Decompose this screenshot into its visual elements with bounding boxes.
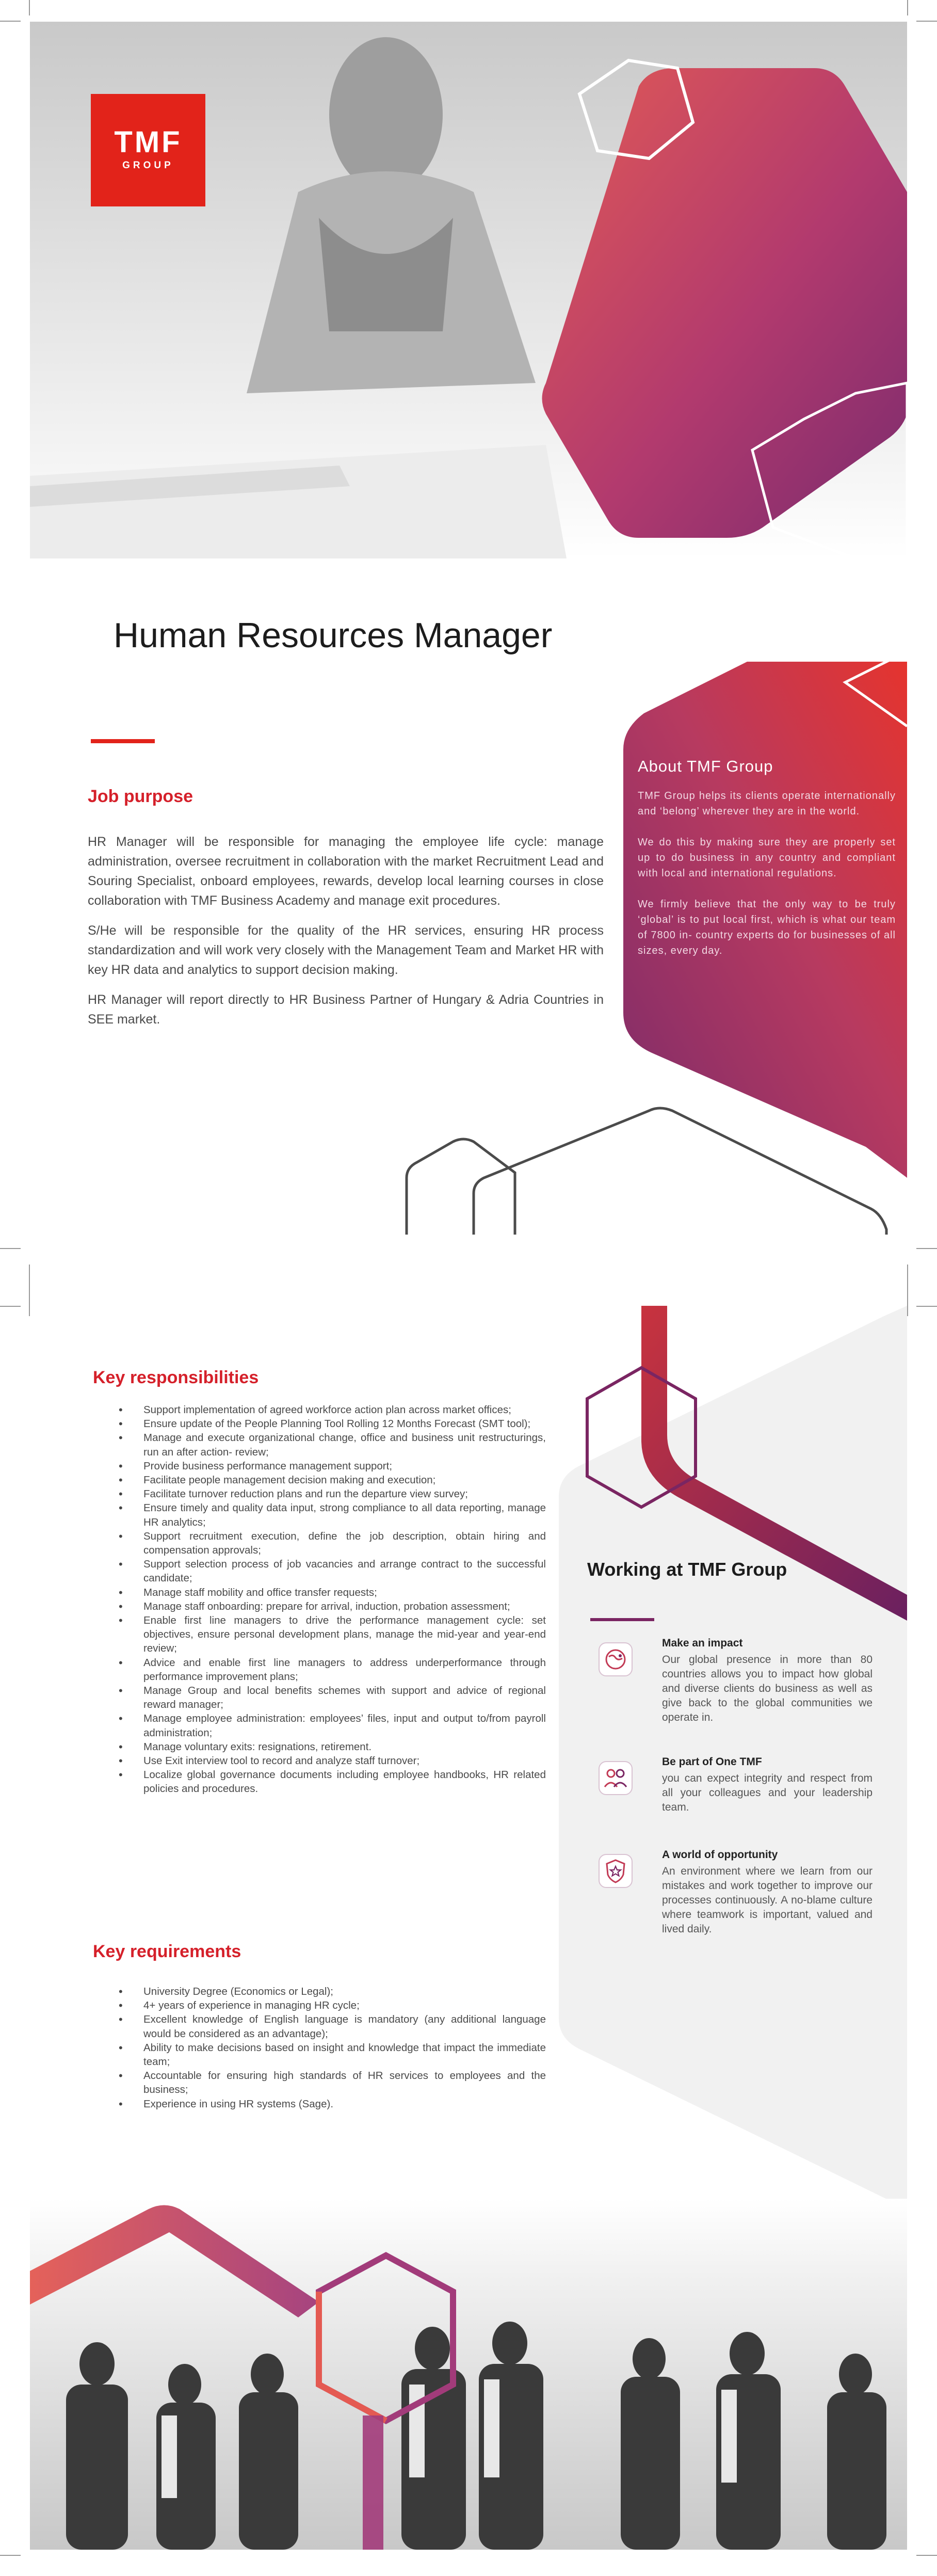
crop-mark <box>0 2555 21 2556</box>
list-item: • Manage employee administration: employees’ files, input and output to/from payroll administration; <box>143 1711 546 1739</box>
list-item: • Support selection process of job vacancies and arrange contract to the successful candidate; <box>143 1557 546 1585</box>
people-icon <box>597 1760 634 1796</box>
list-item: • Advice and enable first line managers to address underperformance through performance improvement plans; <box>143 1656 546 1684</box>
list-item: • Ensure update of the People Planning Tool Rolling 12 Months Forecast (SMT tool); <box>143 1417 546 1431</box>
job-purpose-paragraph: HR Manager will be responsible for managing the employee life cycle: manage administration, oversee recruitment in collaboration with the market Recruitment Lead and Souring Specialist, onboard employees, rewards, develop local learning courses in close collaboration with TMF Business Academy and manage exit procedures. <box>88 835 604 908</box>
crop-mark <box>916 2555 937 2556</box>
crop-mark <box>916 21 937 22</box>
responsibilities-heading: Key responsibilities <box>93 1368 259 1387</box>
crop-mark <box>907 0 908 15</box>
about-paragraph: We firmly believe that the only way to be truly ‘global’ is to put local first, which is what our team of 7800 in- country experts do for businesses of all sizes, every day. <box>638 899 896 956</box>
working-heading: Working at TMF Group <box>587 1559 787 1580</box>
list-item: • Excellent knowledge of English language is mandatory (any additional language would be considered as an advantage); <box>143 2012 546 2040</box>
crop-mark <box>907 1265 908 1316</box>
crop-mark <box>916 1306 937 1307</box>
working-underline <box>590 1618 654 1621</box>
crop-mark <box>0 21 21 22</box>
tmf-logo <box>91 94 205 206</box>
benefit-text: An environment where we learn from our mistakes and work together to improve our processes continuously. A no-blame culture where teamwork is important, valued and lived daily. <box>662 1865 873 1935</box>
crop-mark <box>0 1248 21 1249</box>
crop-mark <box>916 1248 937 1249</box>
crop-mark <box>29 0 30 15</box>
requirements-list <box>143 1985 546 2111</box>
logo-wordmark: TMF <box>114 125 182 159</box>
list-item: • Ability to make decisions based on insight and knowledge that impact the immediate team; <box>143 2041 546 2069</box>
crop-mark <box>0 1306 21 1307</box>
footer-photo <box>30 2199 907 2550</box>
list-item: • Manage and execute organizational change, office and business unit restructurings, run an after action- review; <box>143 1431 546 1459</box>
globe-icon <box>597 1641 634 1677</box>
list-item: • Manage Group and local benefits schemes with support and advice of regional reward manager; <box>143 1684 546 1711</box>
list-item: • Facilitate turnover reduction plans and run the departure view survey; <box>143 1487 546 1501</box>
list-item: • Support recruitment execution, define the job description, obtain hiring and compensation approvals; <box>143 1529 546 1557</box>
benefit-title: Make an impact <box>662 1637 743 1649</box>
list-item: • Ensure timely and quality data input, strong compliance to all data reporting, manage HR analytics; <box>143 1501 546 1529</box>
list-item: • Provide business performance management support; <box>143 1459 546 1473</box>
benefit-title: Be part of One TMF <box>662 1756 762 1768</box>
about-body <box>638 788 896 958</box>
benefit-title: A world of opportunity <box>662 1849 778 1861</box>
responsibilities-list <box>143 1403 546 1796</box>
job-purpose-paragraph: S/He will be responsible for the quality of the HR services, ensuring HR process standardization and will work very closely with the Management Team and Market HR with key HR data and analytics to support decision making. <box>88 923 604 977</box>
list-item: • Manage staff onboarding: prepare for arrival, induction, probation assessment; <box>143 1599 546 1613</box>
page-one <box>30 22 907 1260</box>
job-purpose-body <box>88 832 604 1029</box>
team-illustration <box>30 2199 907 2550</box>
benefit-text: you can expect integrity and respect from all your colleagues and your leadership team. <box>662 1772 873 1813</box>
list-item: • Enable first line managers to drive the performance management cycle: set objectives, ensure personal development plans, manage the mid-year and year-end review; <box>143 1613 546 1656</box>
decorative-hexagons <box>391 1106 907 1260</box>
list-item: • Accountable for ensuring high standards of HR services to employees and the business; <box>143 2069 546 2097</box>
list-item: • Localize global governance documents including employee handbooks, HR related policies and procedures. <box>143 1768 546 1796</box>
logo-subtitle: GROUP <box>122 160 174 171</box>
about-paragraph: TMF Group helps its clients operate internationally and ‘belong’ wherever they are in the world. <box>638 790 896 817</box>
job-purpose-paragraph: HR Manager will report directly to HR Business Partner of Hungary & Adria Countries in SEE market. <box>88 993 604 1027</box>
page-title: Human Resources Manager <box>114 616 553 655</box>
list-item: • Manage staff mobility and office transfer requests; <box>143 1586 546 1599</box>
about-paragraph: We do this by making sure they are properly set up to do business in any country and compliant with local and international regulations. <box>638 837 896 879</box>
list-item: • Experience in using HR systems (Sage). <box>143 2097 546 2111</box>
title-underline <box>91 739 155 743</box>
about-heading: About TMF Group <box>638 757 773 775</box>
list-item: • Support implementation of agreed workforce action plan across market offices; <box>143 1403 546 1417</box>
star-shield-icon <box>597 1853 634 1889</box>
page-two <box>30 1280 907 2550</box>
list-item: • University Degree (Economics or Legal); <box>143 1985 546 1998</box>
requirements-heading: Key requirements <box>93 1942 241 1961</box>
list-item: • Manage voluntary exits: resignations, retirement. <box>143 1740 546 1754</box>
list-item: • 4+ years of experience in managing HR cycle; <box>143 1998 546 2012</box>
job-purpose-heading: Job purpose <box>88 787 193 806</box>
list-item: • Facilitate people management decision making and execution; <box>143 1473 546 1487</box>
list-item: • Use Exit interview tool to record and analyze staff turnover; <box>143 1754 546 1768</box>
benefit-text: Our global presence in more than 80 countries allows you to impact how global and diverse clients do business as well as give back to the global communities we operate in. <box>662 1654 873 1723</box>
